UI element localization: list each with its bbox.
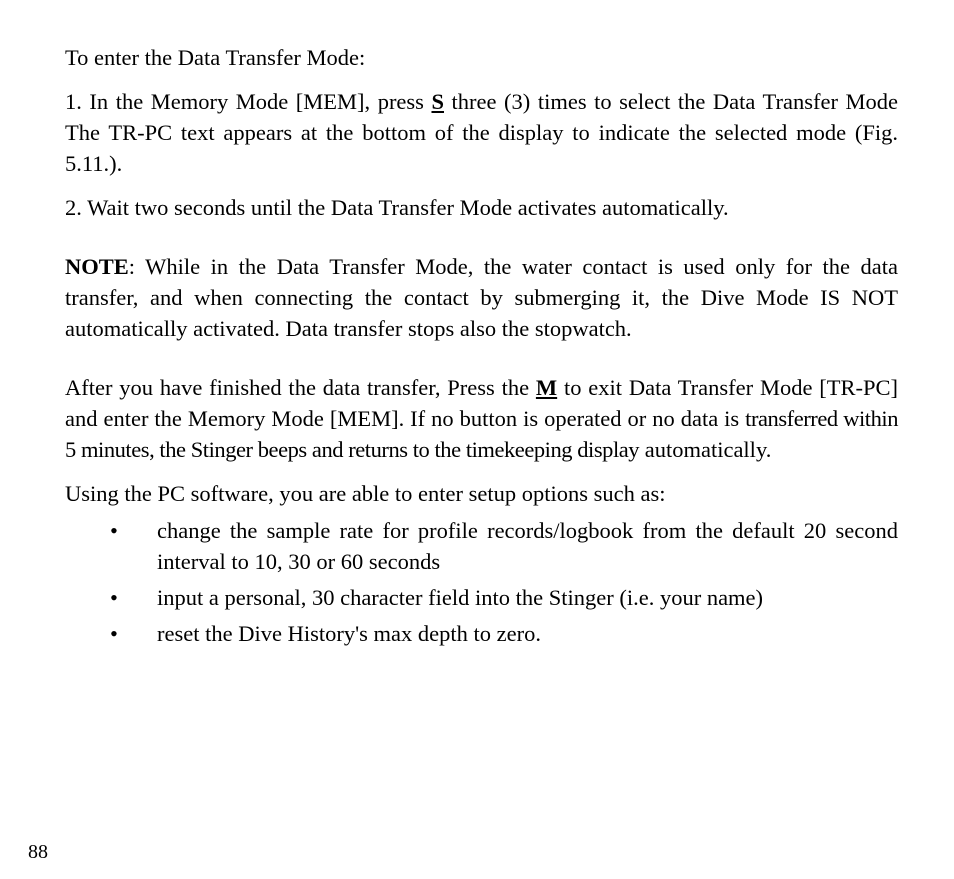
step-1-text-end: three (3) times to select the Data Transfer Mode The TR-PC text appears at the bottom of the display to indicate the selected mode (Fig. 5.11.). bbox=[65, 89, 898, 176]
m-button-label: M bbox=[535, 375, 558, 400]
exit-instructions bbox=[65, 372, 898, 465]
bullet-icon: • bbox=[110, 621, 118, 646]
list-item bbox=[65, 618, 898, 649]
bullet-icon: • bbox=[110, 585, 118, 610]
exit-text-start: After you have finished the data transfer, Press the bbox=[65, 375, 536, 400]
setup-options-list bbox=[65, 515, 898, 649]
s-button-label: S bbox=[431, 89, 444, 114]
note-text: : While in the Data Transfer Mode, the water contact is used only for the data transfer, and when connecting the contact by submerging it, the Dive Mode IS NOT automatically activated. Data transfer stops also the stopwatch. bbox=[65, 254, 898, 341]
step-2: 2. Wait two seconds until the Data Transfer Mode activates automatically. bbox=[65, 195, 729, 220]
list-item-text: input a personal, 30 character field into the Stinger (i.e. your name) bbox=[157, 585, 764, 610]
exit-text-end: automatically. bbox=[639, 437, 772, 462]
page-content bbox=[65, 42, 898, 654]
exit-text-middle: to exit Data Transfer Mode [TR-PC] and enter the Memory Mode [MEM]. If no button is operated or no data is bbox=[65, 375, 898, 431]
list-item-text: reset the Dive History's max depth to zero. bbox=[157, 621, 541, 646]
note-paragraph bbox=[65, 251, 898, 344]
page-number: 88 bbox=[28, 841, 48, 863]
list-item bbox=[65, 515, 898, 577]
step-1-text-start: 1. In the Memory Mode [MEM], press bbox=[65, 89, 432, 114]
step-1 bbox=[65, 86, 898, 179]
bullet-icon: • bbox=[110, 518, 118, 543]
note-label: NOTE bbox=[65, 254, 129, 279]
intro-text: To enter the Data Transfer Mode: bbox=[65, 45, 366, 70]
pc-software-intro: Using the PC software, you are able to enter setup options such as: bbox=[65, 481, 666, 506]
list-item-text: change the sample rate for profile records/logbook from the default 20 second interval to 10, 30 or 60 seconds bbox=[157, 518, 898, 574]
exit-text-condensed: transferred within 5 minutes, the Stinger beeps and returns to the timekeeping display bbox=[65, 406, 898, 462]
list-item bbox=[65, 582, 898, 613]
